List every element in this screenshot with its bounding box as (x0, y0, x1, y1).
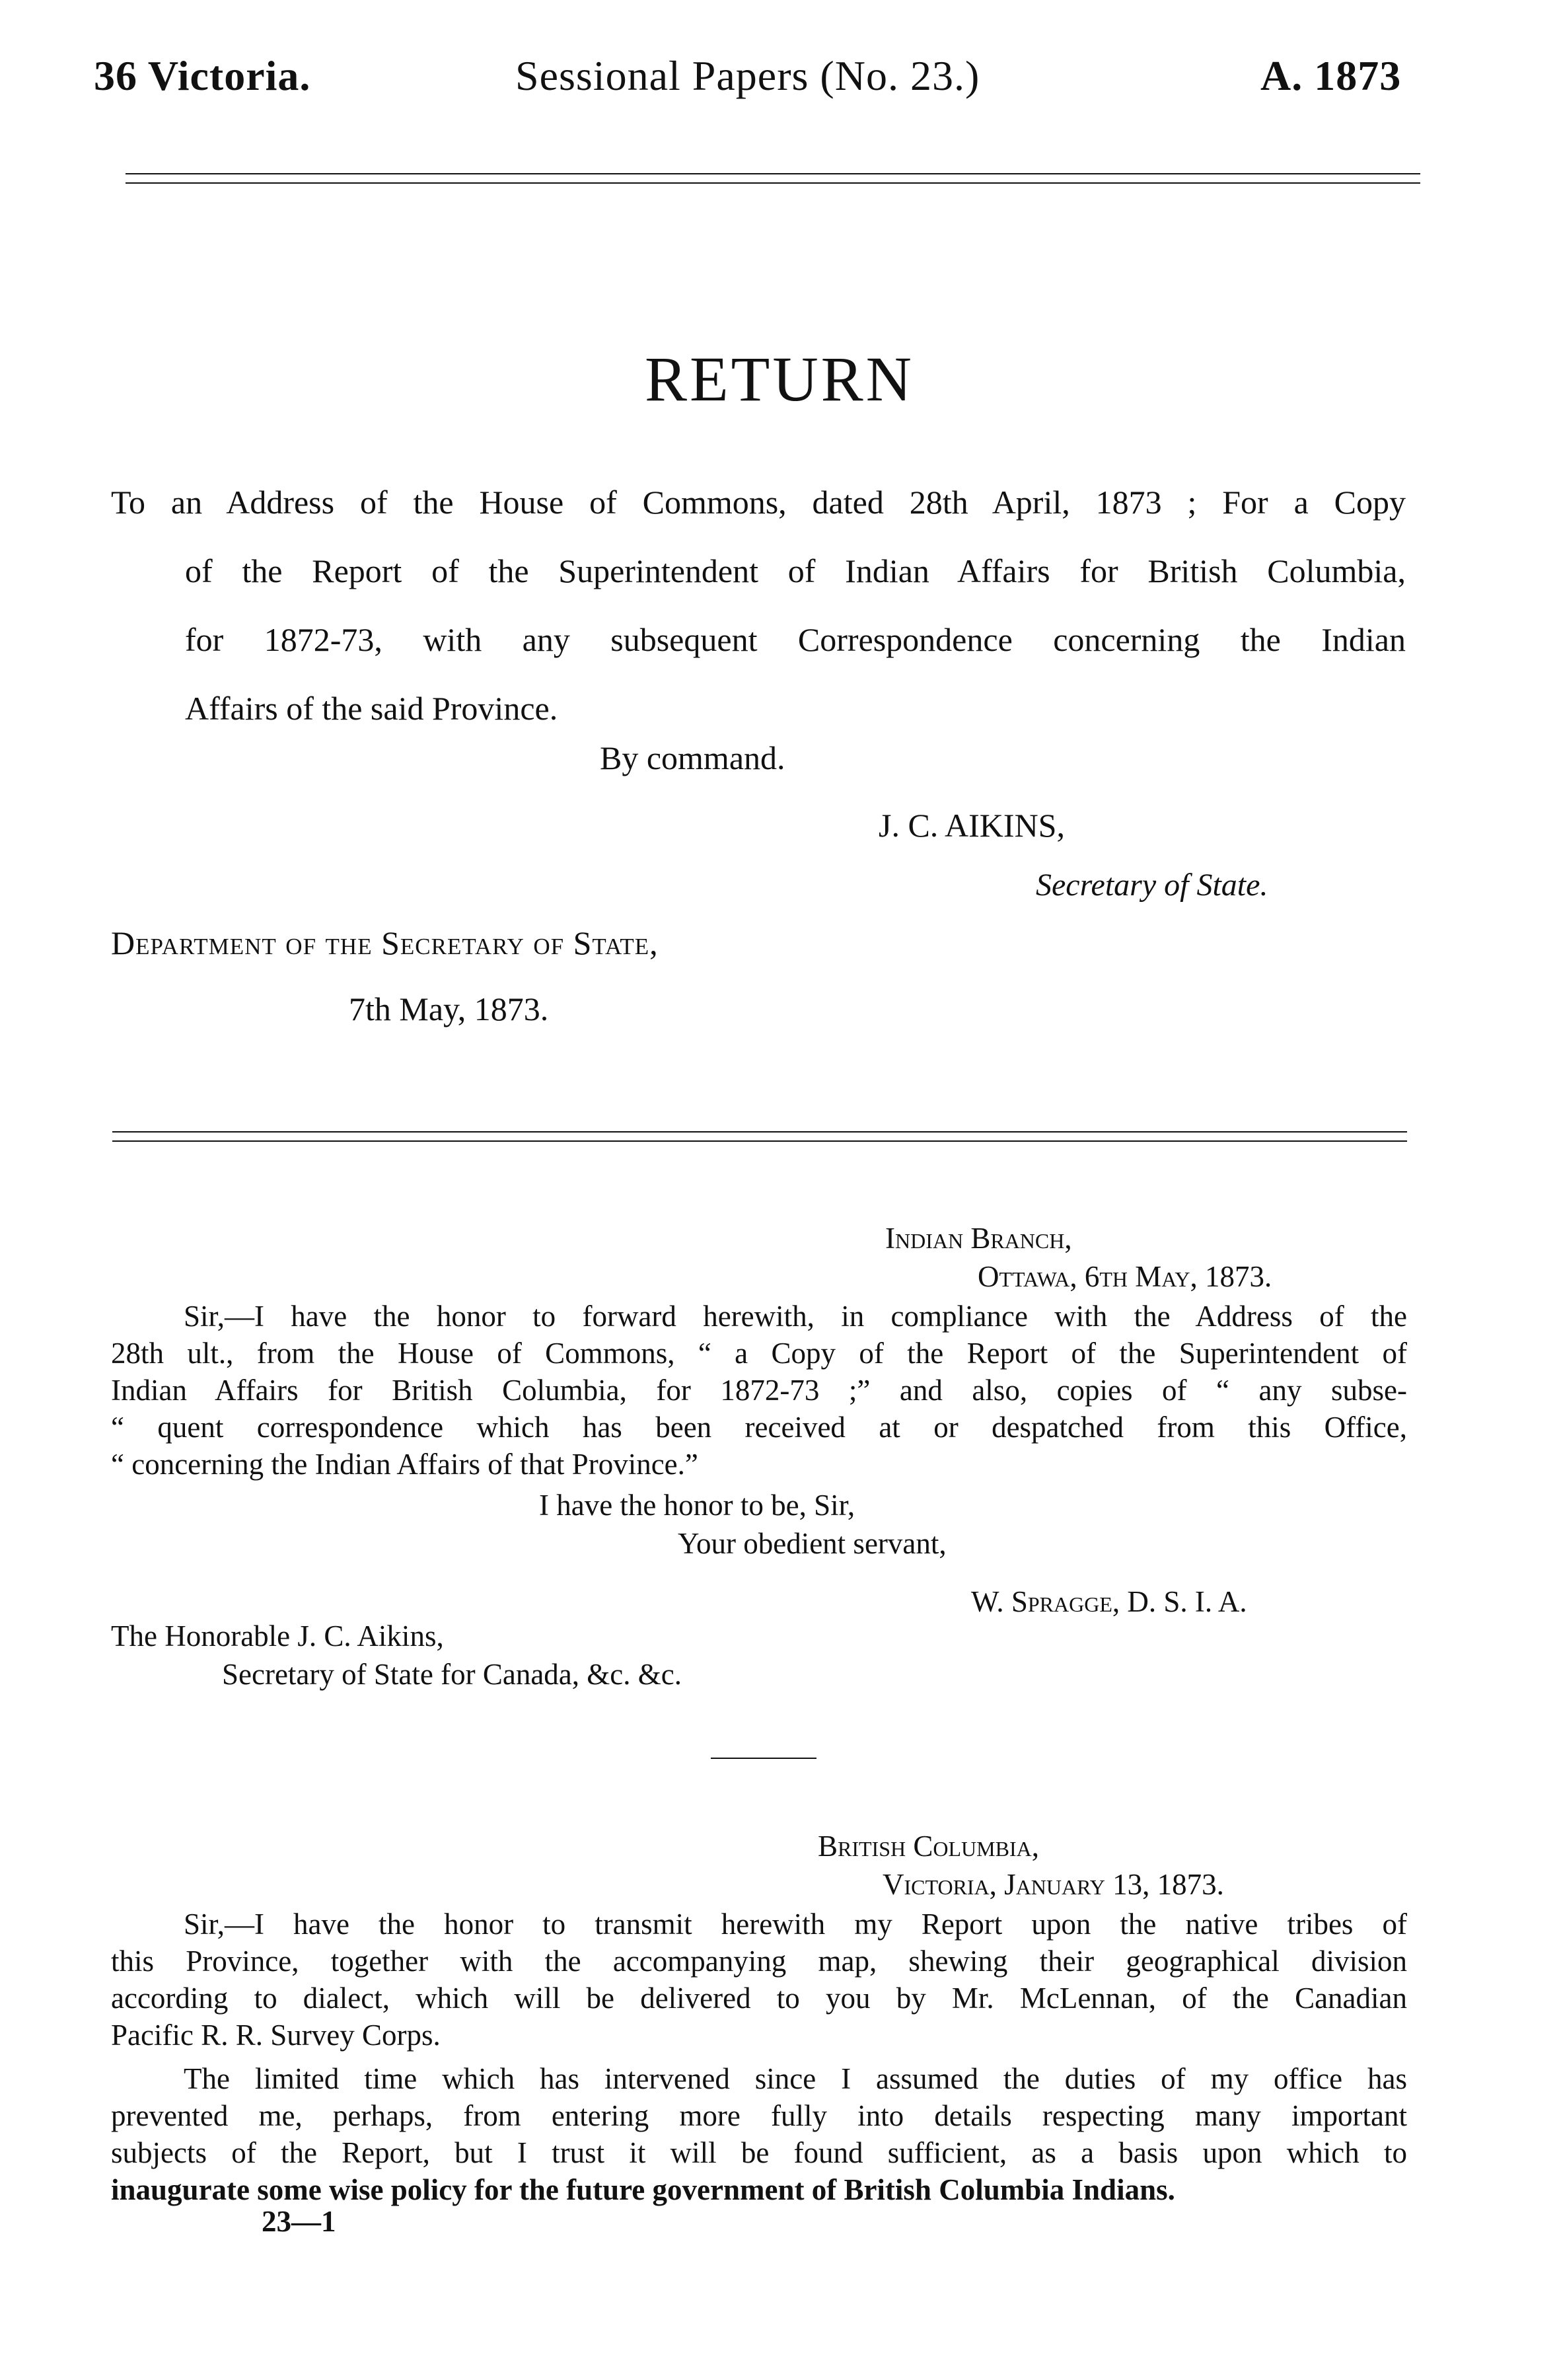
signature-mark: 23—1 (262, 2205, 336, 2238)
signatory-title: Secretary of State. (1036, 868, 1268, 903)
letter1-origin: Indian Branch, (885, 1222, 1072, 1255)
letter2-line: The limited time which has intervened since I assumed the duties of my office has (184, 2062, 1407, 2095)
address-paragraph-cont (185, 537, 1406, 743)
letter2-line: according to dialect, which will be delivered to you by Mr. McLennan, of the Canadian (111, 1982, 1407, 2015)
header-year: A. 1873 (1260, 52, 1402, 99)
letter1-place-date: Ottawa, 6th May, 1873. (978, 1260, 1272, 1293)
by-command: By command. (600, 739, 785, 776)
header-rule-top (126, 173, 1420, 174)
letter1-line: “ concerning the Indian Affairs of that Province.” (111, 1448, 698, 1481)
address-line: To an Address of the House of Commons, dated 28th April, 1873 ; For a Copy (111, 484, 1406, 521)
header-sessional-papers: Sessional Papers (No. 23.) (515, 52, 980, 99)
letter1-addressee-1: The Honorable J. C. Aikins, (111, 1619, 444, 1653)
header-session: 36 Victoria. (94, 52, 311, 99)
letter2-paragraph-1 (111, 1906, 1407, 2054)
page-title: RETURN (645, 344, 914, 414)
address-line: Affairs of the said Province. (185, 690, 558, 727)
letter2-place-date: Victoria, January 13, 1873. (883, 1868, 1224, 1901)
letter1-closing-1: I have the honor to be, Sir, (539, 1489, 855, 1522)
letter2-paragraph-2 (111, 2060, 1407, 2208)
letter2-line: Sir,—I have the honor to transmit herewith my Report upon the native tribes of (184, 1908, 1407, 1941)
letter1-line: 28th ult., from the House of Commons, “ a Copy of the Report of the Superintendent of (111, 1337, 1407, 1370)
letter2-line: Pacific R. R. Survey Corps. (111, 2019, 441, 2052)
letter1-signature: W. Spragge, D. S. I. A. (971, 1585, 1247, 1618)
letter1-line: “ quent correspondence which has been received at or despatched from this Office, (111, 1411, 1407, 1444)
header-rule-bottom (126, 182, 1420, 184)
letter1-addressee-2: Secretary of State for Canada, &c. &c. (222, 1658, 682, 1691)
department-date: 7th May, 1873. (349, 990, 549, 1027)
letter2-line: this Province, together with the accompanying map, shewing their geographical division (111, 1945, 1407, 1978)
address-line: for 1872-73, with any subsequent Correspondence concerning the Indian (185, 621, 1406, 658)
letter-separator (711, 1758, 816, 1759)
letter1-line: Sir,—I have the honor to forward herewith, in compliance with the Address of the (184, 1300, 1407, 1333)
signatory-name: J. C. AIKINS, (879, 807, 1065, 844)
letter1-body (111, 1298, 1407, 1483)
address-paragraph (111, 468, 1406, 537)
letter2-line: prevented me, perhaps, from entering more fully into details respecting many important (111, 2099, 1407, 2132)
department-name: Department of the Secretary of State, (111, 924, 659, 961)
letter1-line: Indian Affairs for British Columbia, for 1872-73 ;” and also, copies of “ any subse- (111, 1374, 1407, 1407)
address-line: of the Report of the Superintendent of Indian Affairs for British Columbia, (185, 552, 1406, 589)
section-rule-top (112, 1131, 1407, 1133)
section-rule-bottom (112, 1140, 1407, 1142)
letter1-closing-2: Your obedient servant, (678, 1527, 947, 1560)
letter2-line: subjects of the Report, but I trust it will be found sufficient, as a basis upon which to (111, 2136, 1407, 2169)
letter2-line: inaugurate some wise policy for the future government of British Columbia Indians. (111, 2173, 1175, 2206)
letter2-origin: British Columbia, (818, 1830, 1039, 1863)
